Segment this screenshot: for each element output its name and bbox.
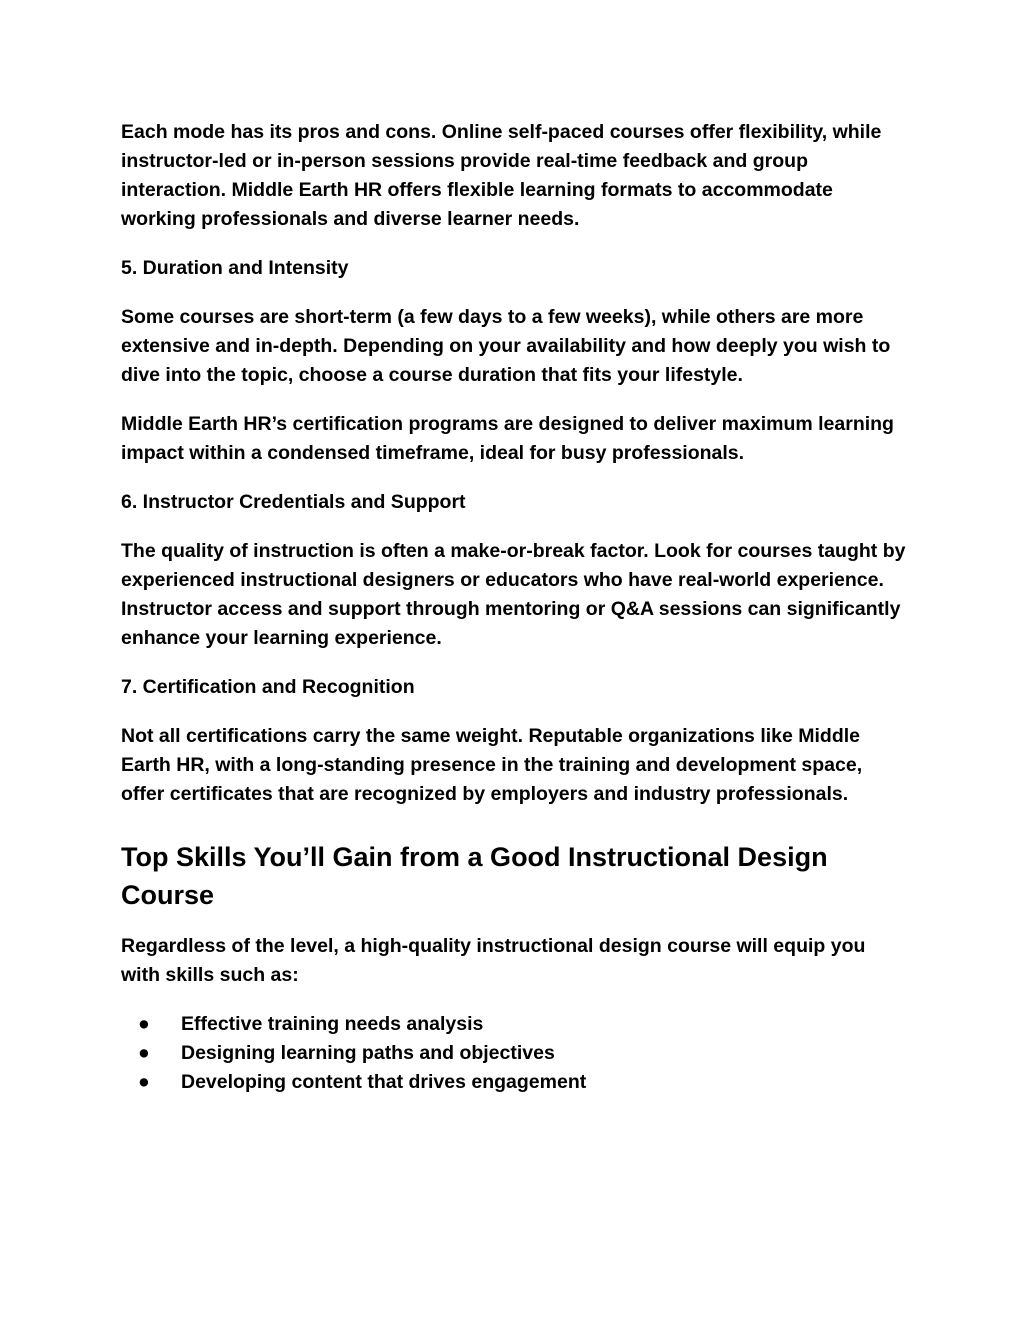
list-item (121, 1010, 906, 1039)
paragraph-course-duration: Some courses are short-term (a few days to a few weeks), while others are more extensive and in-depth. Depending on your availability and how deeply you wish to dive into the topic, choose a course duration that fits your lifestyle. (121, 306, 891, 386)
bullet-icon: ● (138, 1013, 150, 1035)
paragraph-learning-modes: Each mode has its pros and cons. Online self-paced courses offer flexibility, while instructor-led or in-person sessions provide real-time feedback and group interaction. Middle Earth HR offers flexible learning formats to accommodate working professionals and diverse learner needs. (121, 121, 882, 230)
paragraph-certification-programs: Middle Earth HR’s certification programs are designed to deliver maximum learning impact within a condensed timeframe, ideal for busy professionals. (121, 413, 894, 464)
document-page (121, 118, 906, 1097)
heading-instructor-credentials: 6. Instructor Credentials and Support (121, 491, 466, 513)
list-item-text: Designing learning paths and objectives (181, 1042, 555, 1064)
list-item-text: Effective training needs analysis (181, 1013, 484, 1035)
paragraph-instruction-quality: The quality of instruction is often a make-or-break factor. Look for courses taught by experienced instructional designers or educators who have real-world experience. Instructor access and support through mentoring or Q&A sessions can significantly enhance your learning experience. (121, 540, 906, 649)
paragraph-skills-intro: Regardless of the level, a high-quality instructional design course will equip you with skills such as: (121, 935, 866, 986)
section-title-top-skills: Top Skills You’ll Gain from a Good Instructional Design Course (121, 842, 828, 910)
heading-certification-recognition: 7. Certification and Recognition (121, 676, 415, 698)
list-item (121, 1039, 906, 1068)
list-item-text: Developing content that drives engagement (181, 1071, 587, 1093)
bullet-icon: ● (138, 1071, 150, 1093)
paragraph-certification-weight: Not all certifications carry the same weight. Reputable organizations like Middle Earth HR, with a long-standing presence in the training and development space, offer certificates that are recognized by employers and industry professionals. (121, 725, 863, 805)
heading-duration-intensity: 5. Duration and Intensity (121, 257, 349, 279)
list-item (121, 1068, 906, 1097)
skills-list (121, 1010, 906, 1097)
bullet-icon: ● (138, 1042, 150, 1064)
